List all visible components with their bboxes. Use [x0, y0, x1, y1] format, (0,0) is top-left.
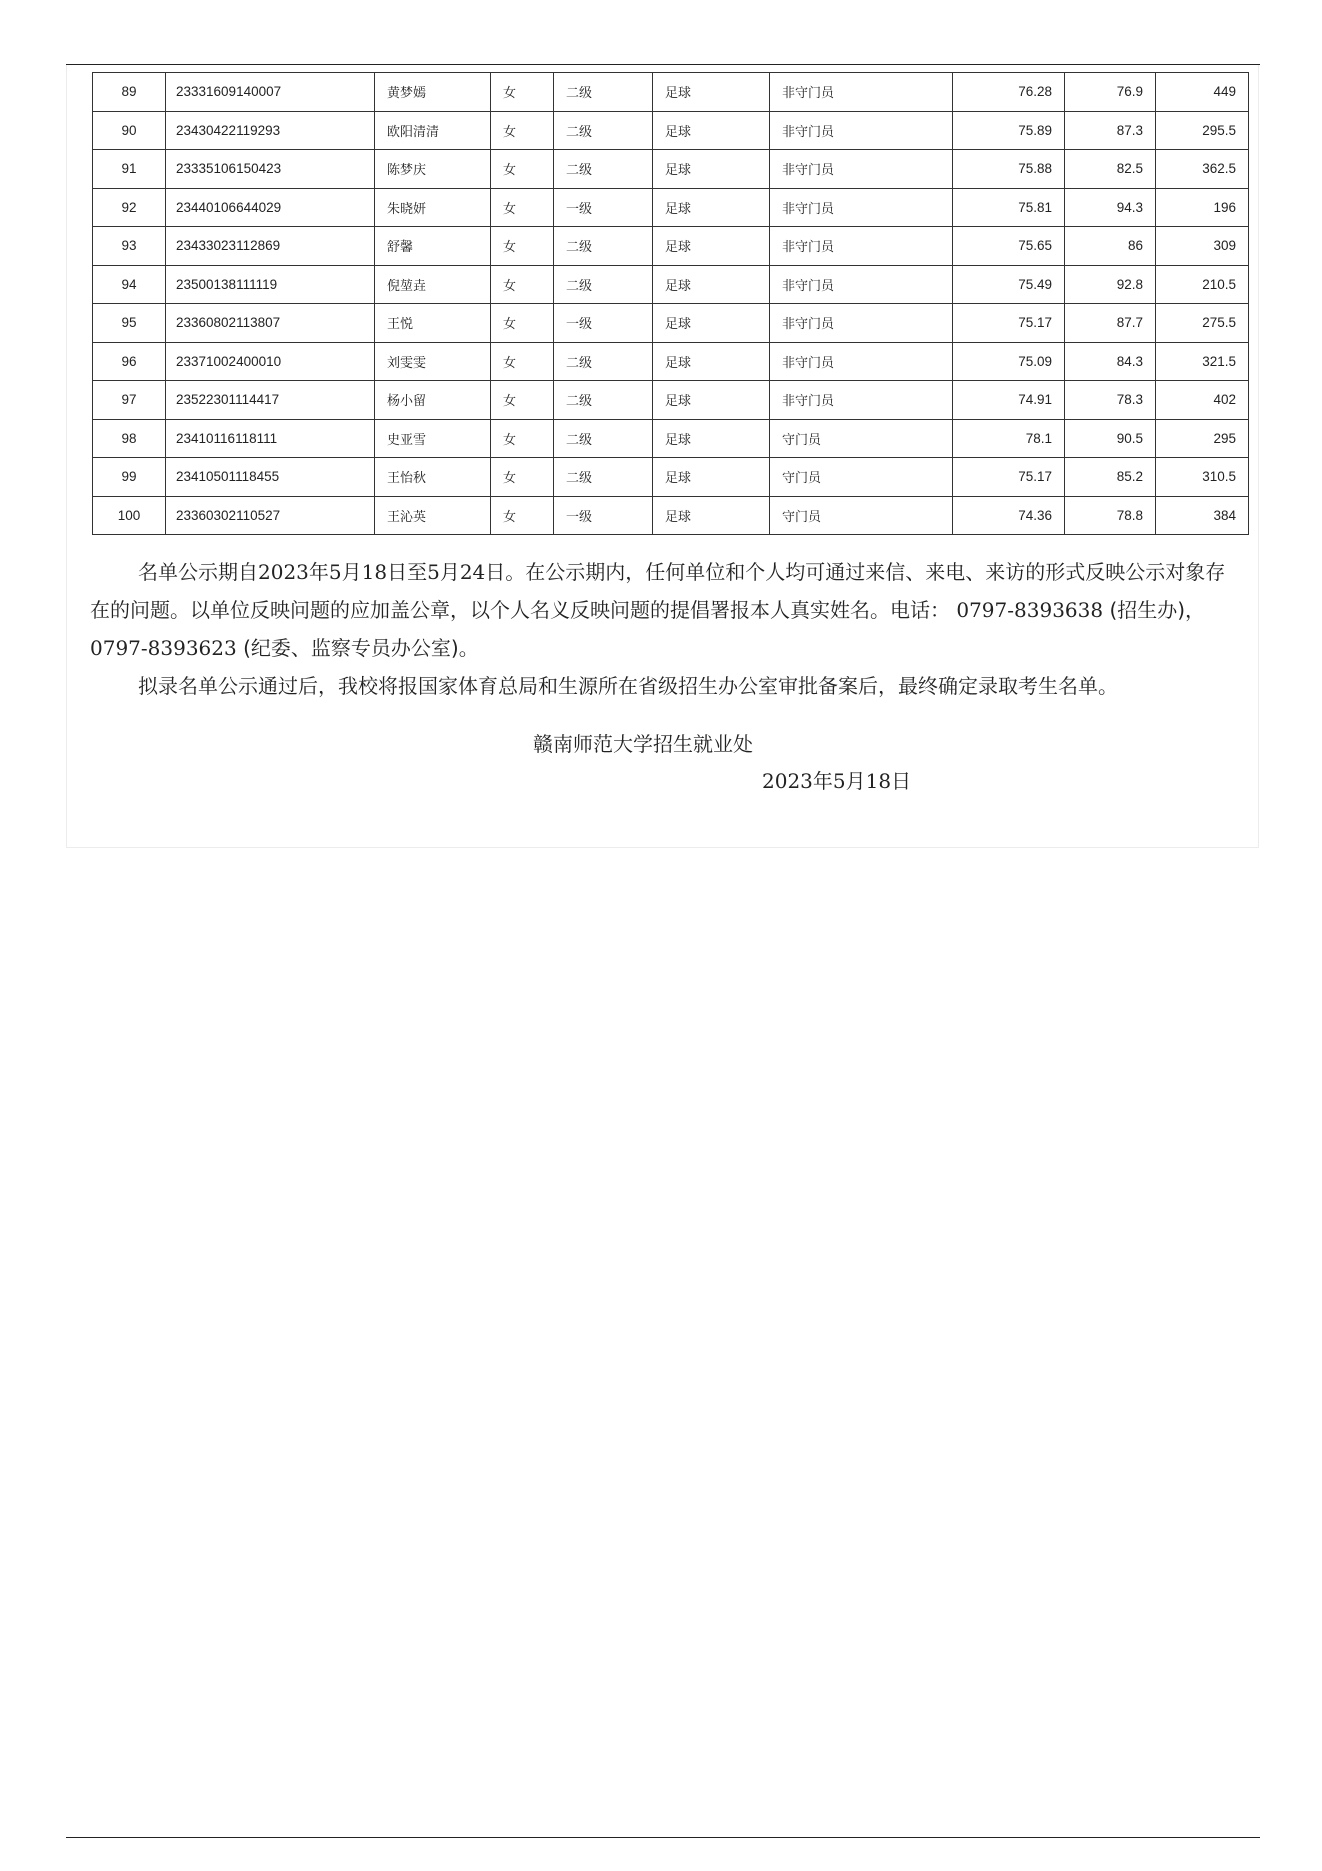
cell-score-skill: 87.3	[1065, 111, 1156, 150]
cell-position: 非守门员	[770, 381, 953, 420]
cell-score-skill: 78.8	[1065, 496, 1156, 535]
cell-gender: 女	[491, 188, 554, 227]
cell-index: 92	[93, 188, 166, 227]
cell-level: 一级	[554, 496, 653, 535]
cell-position: 守门员	[770, 496, 953, 535]
cell-name: 朱晓妍	[375, 188, 491, 227]
cell-score-total: 75.49	[953, 265, 1065, 304]
cell-score-exam: 275.5	[1156, 304, 1249, 343]
cell-score-exam: 449	[1156, 73, 1249, 112]
cell-index: 94	[93, 265, 166, 304]
cell-gender: 女	[491, 265, 554, 304]
cell-gender: 女	[491, 342, 554, 381]
cell-score-total: 74.91	[953, 381, 1065, 420]
cell-score-skill: 76.9	[1065, 73, 1156, 112]
cell-score-exam: 295.5	[1156, 111, 1249, 150]
cell-exam-id: 23331609140007	[166, 73, 375, 112]
cell-score-skill: 86	[1065, 227, 1156, 266]
cell-name: 王怡秋	[375, 458, 491, 497]
table-row	[93, 227, 1249, 266]
bottom-rule	[66, 1837, 1260, 1838]
cell-gender: 女	[491, 227, 554, 266]
cell-score-skill: 87.7	[1065, 304, 1156, 343]
cell-sport: 足球	[653, 188, 770, 227]
cell-index: 90	[93, 111, 166, 150]
cell-level: 一级	[554, 304, 653, 343]
cell-sport: 足球	[653, 458, 770, 497]
cell-sport: 足球	[653, 227, 770, 266]
cell-sport: 足球	[653, 111, 770, 150]
cell-exam-id: 23371002400010	[166, 342, 375, 381]
cell-level: 二级	[554, 73, 653, 112]
cell-score-total: 74.36	[953, 496, 1065, 535]
cell-name: 王悦	[375, 304, 491, 343]
cell-sport: 足球	[653, 73, 770, 112]
cell-score-exam: 384	[1156, 496, 1249, 535]
cell-score-skill: 82.5	[1065, 150, 1156, 189]
cell-score-exam: 321.5	[1156, 342, 1249, 381]
cell-name: 舒馨	[375, 227, 491, 266]
cell-index: 99	[93, 458, 166, 497]
cell-level: 二级	[554, 381, 653, 420]
cell-score-skill: 90.5	[1065, 419, 1156, 458]
cell-gender: 女	[491, 496, 554, 535]
cell-sport: 足球	[653, 496, 770, 535]
cell-name: 倪堃垚	[375, 265, 491, 304]
cell-level: 二级	[554, 419, 653, 458]
cell-gender: 女	[491, 381, 554, 420]
cell-score-skill: 84.3	[1065, 342, 1156, 381]
cell-index: 95	[93, 304, 166, 343]
cell-index: 96	[93, 342, 166, 381]
table-row	[93, 150, 1249, 189]
cell-exam-id: 23430422119293	[166, 111, 375, 150]
cell-gender: 女	[491, 419, 554, 458]
cell-gender: 女	[491, 150, 554, 189]
cell-score-exam: 295	[1156, 419, 1249, 458]
cell-position: 非守门员	[770, 73, 953, 112]
cell-level: 二级	[554, 265, 653, 304]
cell-name: 史亚雪	[375, 419, 491, 458]
signature-organization: 赣南师范大学招生就业处	[533, 732, 753, 756]
cell-name: 欧阳清清	[375, 111, 491, 150]
cell-sport: 足球	[653, 304, 770, 343]
table-row	[93, 342, 1249, 381]
cell-gender: 女	[491, 458, 554, 497]
cell-position: 守门员	[770, 419, 953, 458]
table-row	[93, 496, 1249, 535]
cell-level: 二级	[554, 111, 653, 150]
phone-discipline-office: 0797-8393623	[90, 636, 244, 660]
cell-exam-id: 23360802113807	[166, 304, 375, 343]
cell-sport: 足球	[653, 381, 770, 420]
cell-score-exam: 309	[1156, 227, 1249, 266]
cell-exam-id: 23335106150423	[166, 150, 375, 189]
cell-index: 89	[93, 73, 166, 112]
cell-position: 非守门员	[770, 227, 953, 266]
cell-score-total: 75.09	[953, 342, 1065, 381]
cell-score-total: 75.65	[953, 227, 1065, 266]
cell-score-exam: 196	[1156, 188, 1249, 227]
cell-index: 97	[93, 381, 166, 420]
cell-gender: 女	[491, 111, 554, 150]
admission-roster-table	[92, 72, 1249, 535]
cell-score-skill: 78.3	[1065, 381, 1156, 420]
cell-exam-id: 23522301114417	[166, 381, 375, 420]
cell-exam-id: 23500138111119	[166, 265, 375, 304]
cell-score-exam: 210.5	[1156, 265, 1249, 304]
cell-level: 二级	[554, 342, 653, 381]
cell-sport: 足球	[653, 265, 770, 304]
cell-position: 非守门员	[770, 265, 953, 304]
cell-index: 91	[93, 150, 166, 189]
cell-score-exam: 402	[1156, 381, 1249, 420]
cell-level: 一级	[554, 188, 653, 227]
cell-score-total: 75.89	[953, 111, 1065, 150]
cell-score-skill: 94.3	[1065, 188, 1156, 227]
cell-gender: 女	[491, 304, 554, 343]
table-row	[93, 111, 1249, 150]
table-row	[93, 419, 1249, 458]
cell-position: 守门员	[770, 458, 953, 497]
cell-score-total: 75.17	[953, 458, 1065, 497]
cell-exam-id: 23433023112869	[166, 227, 375, 266]
cell-position: 非守门员	[770, 150, 953, 189]
table-row	[93, 73, 1249, 112]
table-row	[93, 458, 1249, 497]
cell-exam-id: 23410116118111	[166, 419, 375, 458]
cell-sport: 足球	[653, 150, 770, 189]
cell-score-total: 76.28	[953, 73, 1065, 112]
table-row	[93, 304, 1249, 343]
signature-date: 2023年5月18日	[762, 769, 912, 793]
cell-name: 刘雯雯	[375, 342, 491, 381]
cell-exam-id: 23410501118455	[166, 458, 375, 497]
cell-sport: 足球	[653, 342, 770, 381]
cell-name: 黄梦嫣	[375, 73, 491, 112]
cell-sport: 足球	[653, 419, 770, 458]
notice-paragraph-1: 名单公示期自2023年5月18日至5月24日。在公示期内，任何单位和个人均可通过来信、来电、来访的形式反映公示对象存在的问题。以单位反映问题的应加盖公章，以个人名义反映问题的提倡署报本人真实姓名。电话： 0797-8393638 (招生办)， 0797-8393623 (纪委、监察专员办公室)。	[90, 560, 1226, 660]
cell-level: 二级	[554, 458, 653, 497]
cell-score-exam: 310.5	[1156, 458, 1249, 497]
cell-position: 非守门员	[770, 342, 953, 381]
cell-exam-id: 23360302110527	[166, 496, 375, 535]
cell-index: 98	[93, 419, 166, 458]
cell-position: 非守门员	[770, 304, 953, 343]
cell-score-skill: 92.8	[1065, 265, 1156, 304]
cell-position: 非守门员	[770, 188, 953, 227]
cell-exam-id: 23440106644029	[166, 188, 375, 227]
table-row	[93, 188, 1249, 227]
cell-gender: 女	[491, 73, 554, 112]
cell-score-total: 78.1	[953, 419, 1065, 458]
cell-level: 二级	[554, 227, 653, 266]
table-row	[93, 265, 1249, 304]
cell-score-total: 75.88	[953, 150, 1065, 189]
phone-enrollment-office: 0797-8393638	[950, 598, 1110, 622]
cell-index: 93	[93, 227, 166, 266]
cell-index: 100	[93, 496, 166, 535]
cell-score-exam: 362.5	[1156, 150, 1249, 189]
cell-score-skill: 85.2	[1065, 458, 1156, 497]
cell-score-total: 75.17	[953, 304, 1065, 343]
notice-paragraph-2: 拟录名单公示通过后，我校将报国家体育总局和生源所在省级招生办公室审批备案后，最终确定录取考生名单。	[138, 674, 1118, 698]
table-row	[93, 381, 1249, 420]
cell-name: 杨小留	[375, 381, 491, 420]
cell-level: 二级	[554, 150, 653, 189]
cell-name: 陈梦庆	[375, 150, 491, 189]
cell-position: 非守门员	[770, 111, 953, 150]
cell-score-total: 75.81	[953, 188, 1065, 227]
cell-name: 王沁英	[375, 496, 491, 535]
